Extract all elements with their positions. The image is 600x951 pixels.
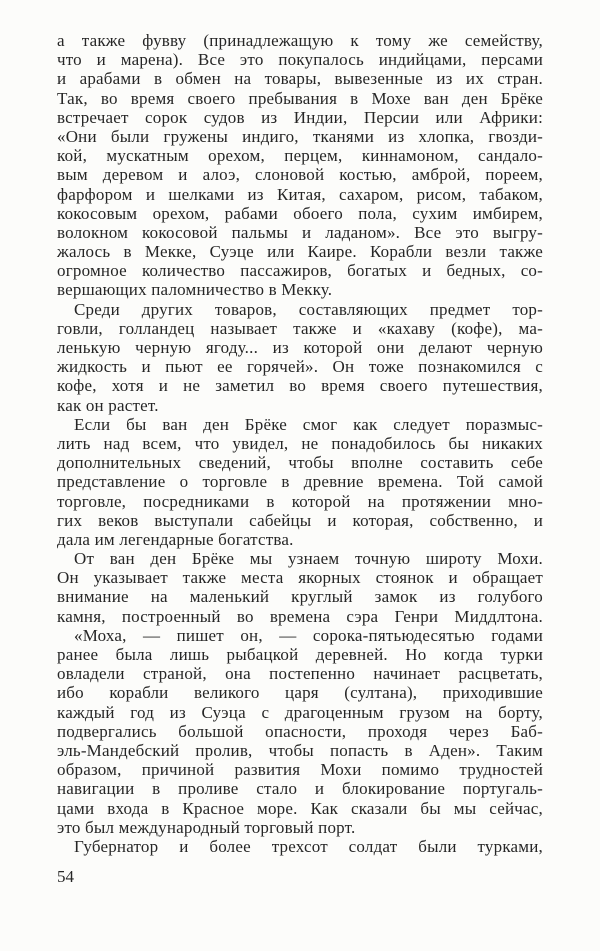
text-line: дала им легендарные богатства. xyxy=(57,529,294,549)
text-line: Губернатор и более трехсот солдат были турками, xyxy=(74,836,543,856)
text-line: От ван ден Брёке мы узнаем точную широту Мохи. xyxy=(74,549,543,569)
text-line: камня, построенный во времена сэра Генри Миддлтона. xyxy=(57,606,543,626)
text-line: жидкость и пьют ее горячей». Он тоже познакомился с xyxy=(57,357,543,377)
text-line: цами входа в Красное море. Как сказали бы мы сейчас, xyxy=(57,798,543,818)
text-line: Так, во время своего пребывания в Мохе ван ден Брёке xyxy=(57,88,543,108)
text-line: подвергались большой опасности, проходя через Баб- xyxy=(57,721,543,741)
text-line: ибо корабли великого царя (султана), приходившие xyxy=(57,683,543,703)
text-line: образом, причиной развития Мохи помимо трудностей xyxy=(57,760,543,780)
text-line: что и марена). Все это покупалось индийцами, персами xyxy=(57,50,543,70)
text-line: эль-Мандебский пролив, чтобы попасть в Аден». Таким xyxy=(57,740,543,760)
text-line: внимание на маленький круглый замок из голубого xyxy=(57,587,543,607)
text-line: это был международный торговый порт. xyxy=(57,817,356,837)
text-line: гих веков выступали сабейцы и которая, собственно, и xyxy=(57,510,543,530)
text-line: кой, мускатным орехом, перцем, киннамоном, сандало- xyxy=(57,146,543,166)
text-line: Он указывает также места якорных стоянок и обращает xyxy=(57,568,543,588)
text-line: овладели страной, она постепенно начинает расцветать, xyxy=(57,664,543,684)
text-line: Среди других товаров, составляющих предмет тор- xyxy=(74,299,543,319)
text-line: и арабами в обмен на товары, вывезенные из их стран. xyxy=(57,69,543,89)
text-line: лить над всем, что увидел, не понадобилось бы никаких xyxy=(57,433,543,453)
text-line: Если бы ван ден Брёке смог как следует поразмыс- xyxy=(74,414,543,434)
text-line: кокосовым орехом, рабами обоего пола, сухим имбирем, xyxy=(57,203,543,223)
text-line: «Моха, — пишет он, — сорока-пятьюдесятью годами xyxy=(74,625,543,645)
text-line: навигации в проливе стало и блокирование португаль- xyxy=(57,779,543,799)
text-line: вершающих паломничество в Мекку. xyxy=(57,280,333,300)
text-line: торговле, посредниками в которой на протяжении мно- xyxy=(57,491,543,511)
text-line: дополнительных сведений, чтобы вполне составить себе xyxy=(57,453,543,473)
text-line: фарфором и шелками из Китая, сахаром, рисом, табаком, xyxy=(57,184,543,204)
text-line: ранее была лишь рыбацкой деревней. Но когда турки xyxy=(57,645,543,664)
page-number: 54 xyxy=(57,867,74,886)
text-line: представление о торговле в древние времена. Той самой xyxy=(57,472,543,492)
text-line: волокном кокосовой пальмы и ладаном». Все это выгру- xyxy=(57,222,543,242)
text-line: ленькую черную ягоду... из которой они делают черную xyxy=(57,338,543,357)
text-line: огромное количество пассажиров, богатых и бедных, со- xyxy=(57,261,543,281)
text-line: говли, голландец называет также и «кахаву (кофе), ма- xyxy=(57,318,543,338)
text-line: вым деревом и алоэ, слоновой костью, амброй, пореем, xyxy=(57,165,543,185)
text-line: «Они были гружены индиго, тканями из хлопка, гвозди- xyxy=(57,126,543,146)
text-line: жалось в Мекке, Суэце или Каире. Корабли везли также xyxy=(57,242,543,262)
page-text xyxy=(57,31,543,856)
text-line: как он растет. xyxy=(57,395,159,415)
text-line: а также фувву (принадлежащую к тому же семейству, xyxy=(57,31,543,50)
text-line: встречает сорок судов из Индии, Персии или Африки: xyxy=(57,107,543,127)
text-line: кофе, хотя и не заметил во время своего путешествия, xyxy=(57,376,543,396)
text-line: каждый год из Суэца с драгоценным грузом на борту, xyxy=(57,702,543,722)
